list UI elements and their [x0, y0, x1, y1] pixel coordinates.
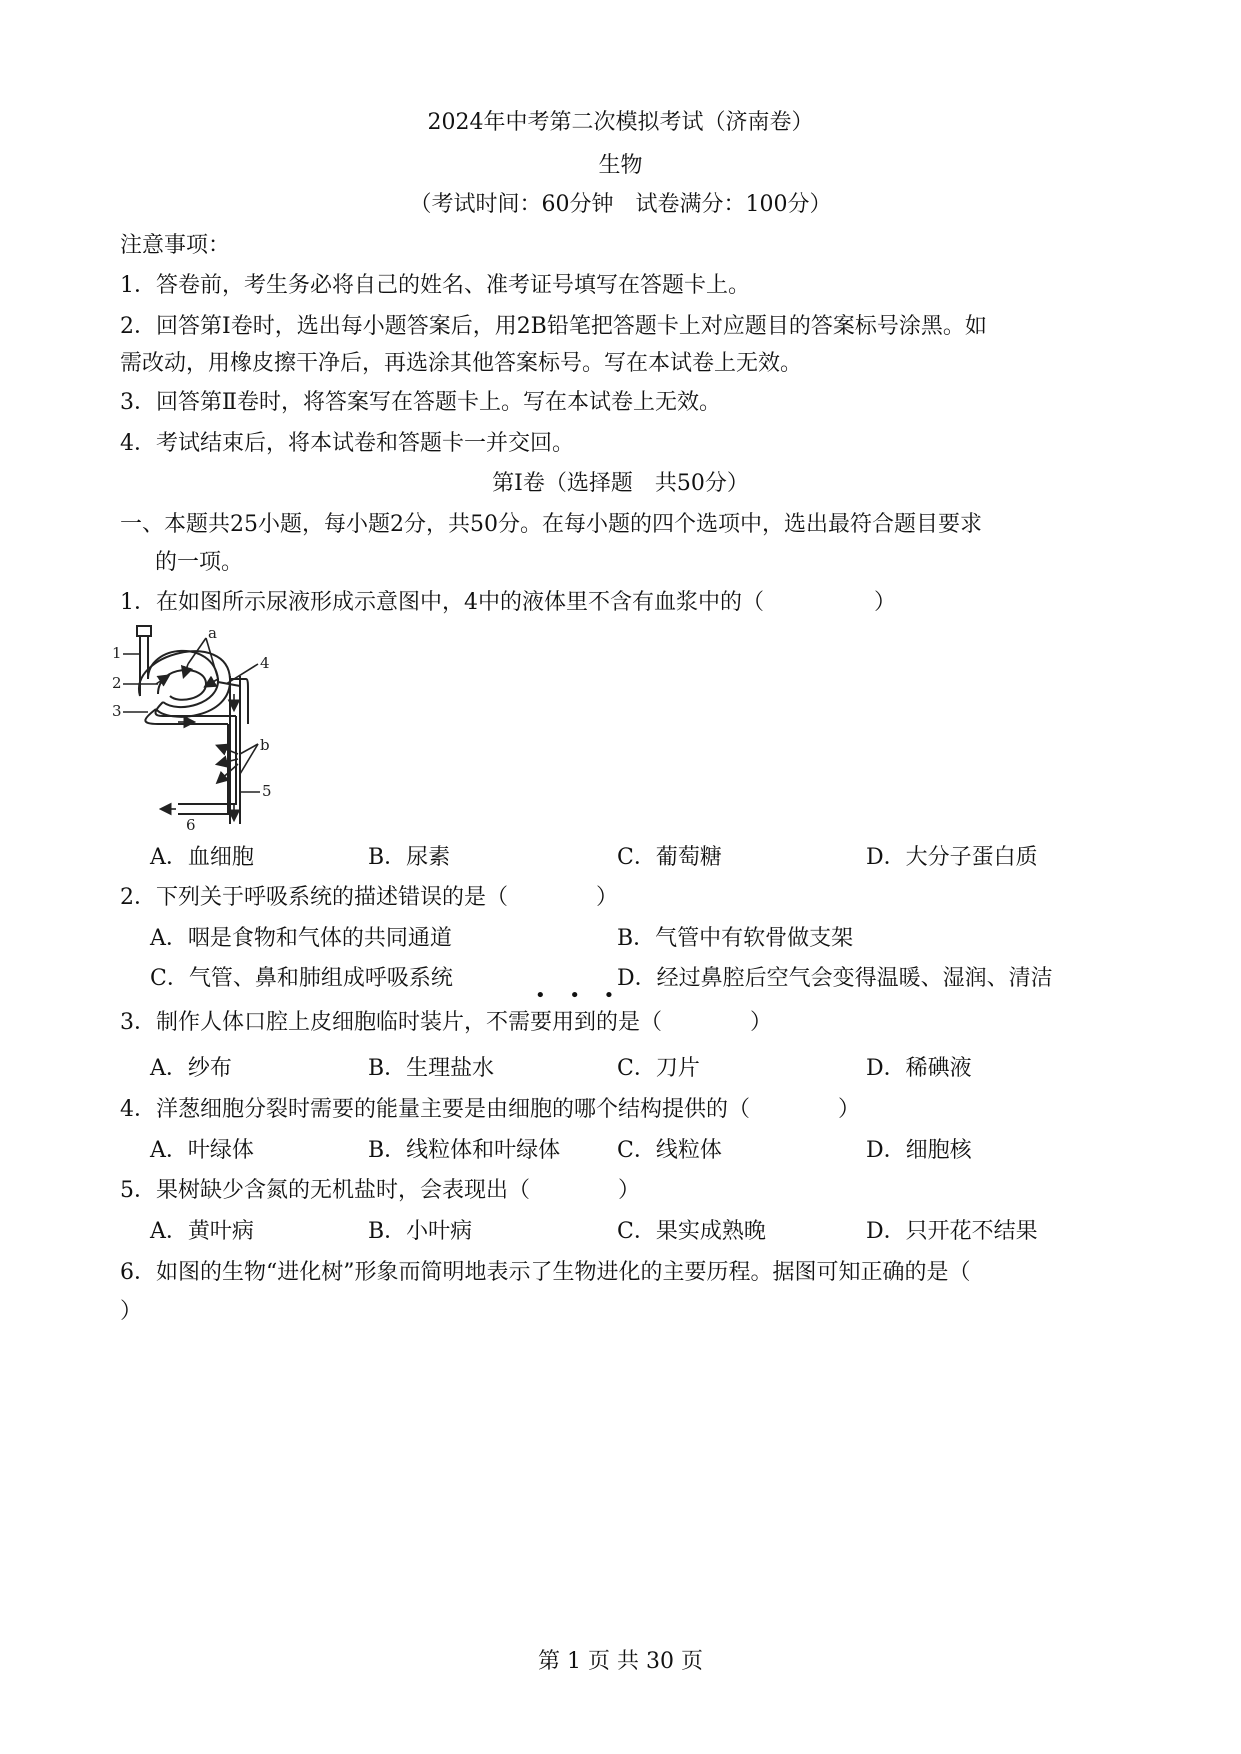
exam-title: 2024年中考第二次模拟考试（济南卷）: [427, 110, 814, 135]
figure-label-a: a: [208, 624, 217, 642]
q5-option-b: B．小叶病: [368, 1219, 473, 1244]
note-item-1: 1．答卷前，考生务必将自己的姓名、准考证号填写在答题卡上。: [120, 273, 750, 298]
question-6-stem: 6．如图的生物“进化树”形象而简明地表示了生物进化的主要历程。据图可知正确的是（: [120, 1260, 971, 1285]
note-item-2-cont: 需改动，用橡皮擦干净后，再选涂其他答案标号。写在本试卷上无效。: [120, 351, 803, 376]
figure-label-4: 4: [260, 654, 270, 672]
section-title: 第Ⅰ卷（选择题 共50分）: [492, 471, 749, 496]
q3-option-a: A．纱布: [150, 1056, 232, 1081]
figure-label-6: 6: [186, 816, 196, 834]
emphasis-dots: • • •: [535, 985, 624, 1006]
q3-option-b: B．生理盐水: [368, 1056, 495, 1081]
section-instruction: 一、本题共25小题，每小题2分，共50分。在每小题的四个选项中，选出最符合题目要求: [120, 512, 982, 537]
q3-option-c: C．刀片: [617, 1056, 700, 1081]
exam-info: （考试时间：60分钟 试卷满分：100分）: [409, 192, 832, 217]
figure-label-3: 3: [112, 702, 122, 720]
q4-option-d: D．细胞核: [866, 1138, 972, 1163]
q1-option-a: A．血细胞: [150, 845, 254, 870]
question-4-stem: 4．洋葱细胞分裂时需要的能量主要是由细胞的哪个结构提供的（ ）: [120, 1097, 860, 1122]
figure-label-5: 5: [262, 782, 272, 800]
q4-option-b: B．线粒体和叶绿体: [368, 1138, 561, 1163]
notes-heading: 注意事项：: [120, 233, 231, 258]
note-item-3: 3．回答第Ⅱ卷时，将答案写在答题卡上。写在本试卷上无效。: [120, 390, 721, 415]
note-item-2: 2．回答第Ⅰ卷时，选出每小题答案后，用2B铅笔把答题卡上对应题目的答案标号涂黑。如: [120, 314, 987, 339]
q2-option-b: B．气管中有软骨做支架: [617, 926, 854, 951]
q2-option-c: C．气管、鼻和肺组成呼吸系统: [150, 966, 453, 991]
q1-option-b: B．尿素: [368, 845, 451, 870]
q4-option-a: A．叶绿体: [150, 1138, 254, 1163]
subject-title: 生物: [598, 153, 643, 178]
figure-label-1: 1: [112, 644, 122, 662]
urine-formation-diagram: [112, 624, 318, 834]
q5-option-c: C．果实成熟晚: [617, 1219, 766, 1244]
page-number: 第 1 页 共 30 页: [538, 1649, 703, 1674]
question-6-stem-cont: ）: [120, 1299, 143, 1324]
q2-option-d: D．经过鼻腔后空气会变得温暖、湿润、清洁: [617, 966, 1053, 991]
q5-option-d: D．只开花不结果: [866, 1219, 1038, 1244]
question-5-stem: 5．果树缺少含氮的无机盐时，会表现出（ ）: [120, 1178, 640, 1203]
q4-option-c: C．线粒体: [617, 1138, 722, 1163]
section-instruction-cont: 的一项。: [155, 550, 244, 575]
question-1-stem: 1．在如图所示尿液形成示意图中，4中的液体里不含有血浆中的（ ）: [120, 590, 896, 615]
q1-option-c: C．葡萄糖: [617, 845, 722, 870]
note-item-4: 4．考试结束后，将本试卷和答题卡一并交回。: [120, 431, 574, 456]
question-2-stem: 2．下列关于呼吸系统的描述错误的是（ ）: [120, 885, 618, 910]
figure-label-b: b: [260, 736, 270, 754]
q5-option-a: A．黄叶病: [150, 1219, 254, 1244]
q1-option-d: D．大分子蛋白质: [866, 845, 1038, 870]
q2-option-a: A．咽是食物和气体的共同通道: [150, 926, 452, 951]
q3-option-d: D．稀碘液: [866, 1056, 972, 1081]
figure-label-2: 2: [112, 674, 122, 692]
question-3-stem: 3．制作人体口腔上皮细胞临时装片，不需要用到的是（ ）: [120, 1010, 772, 1035]
